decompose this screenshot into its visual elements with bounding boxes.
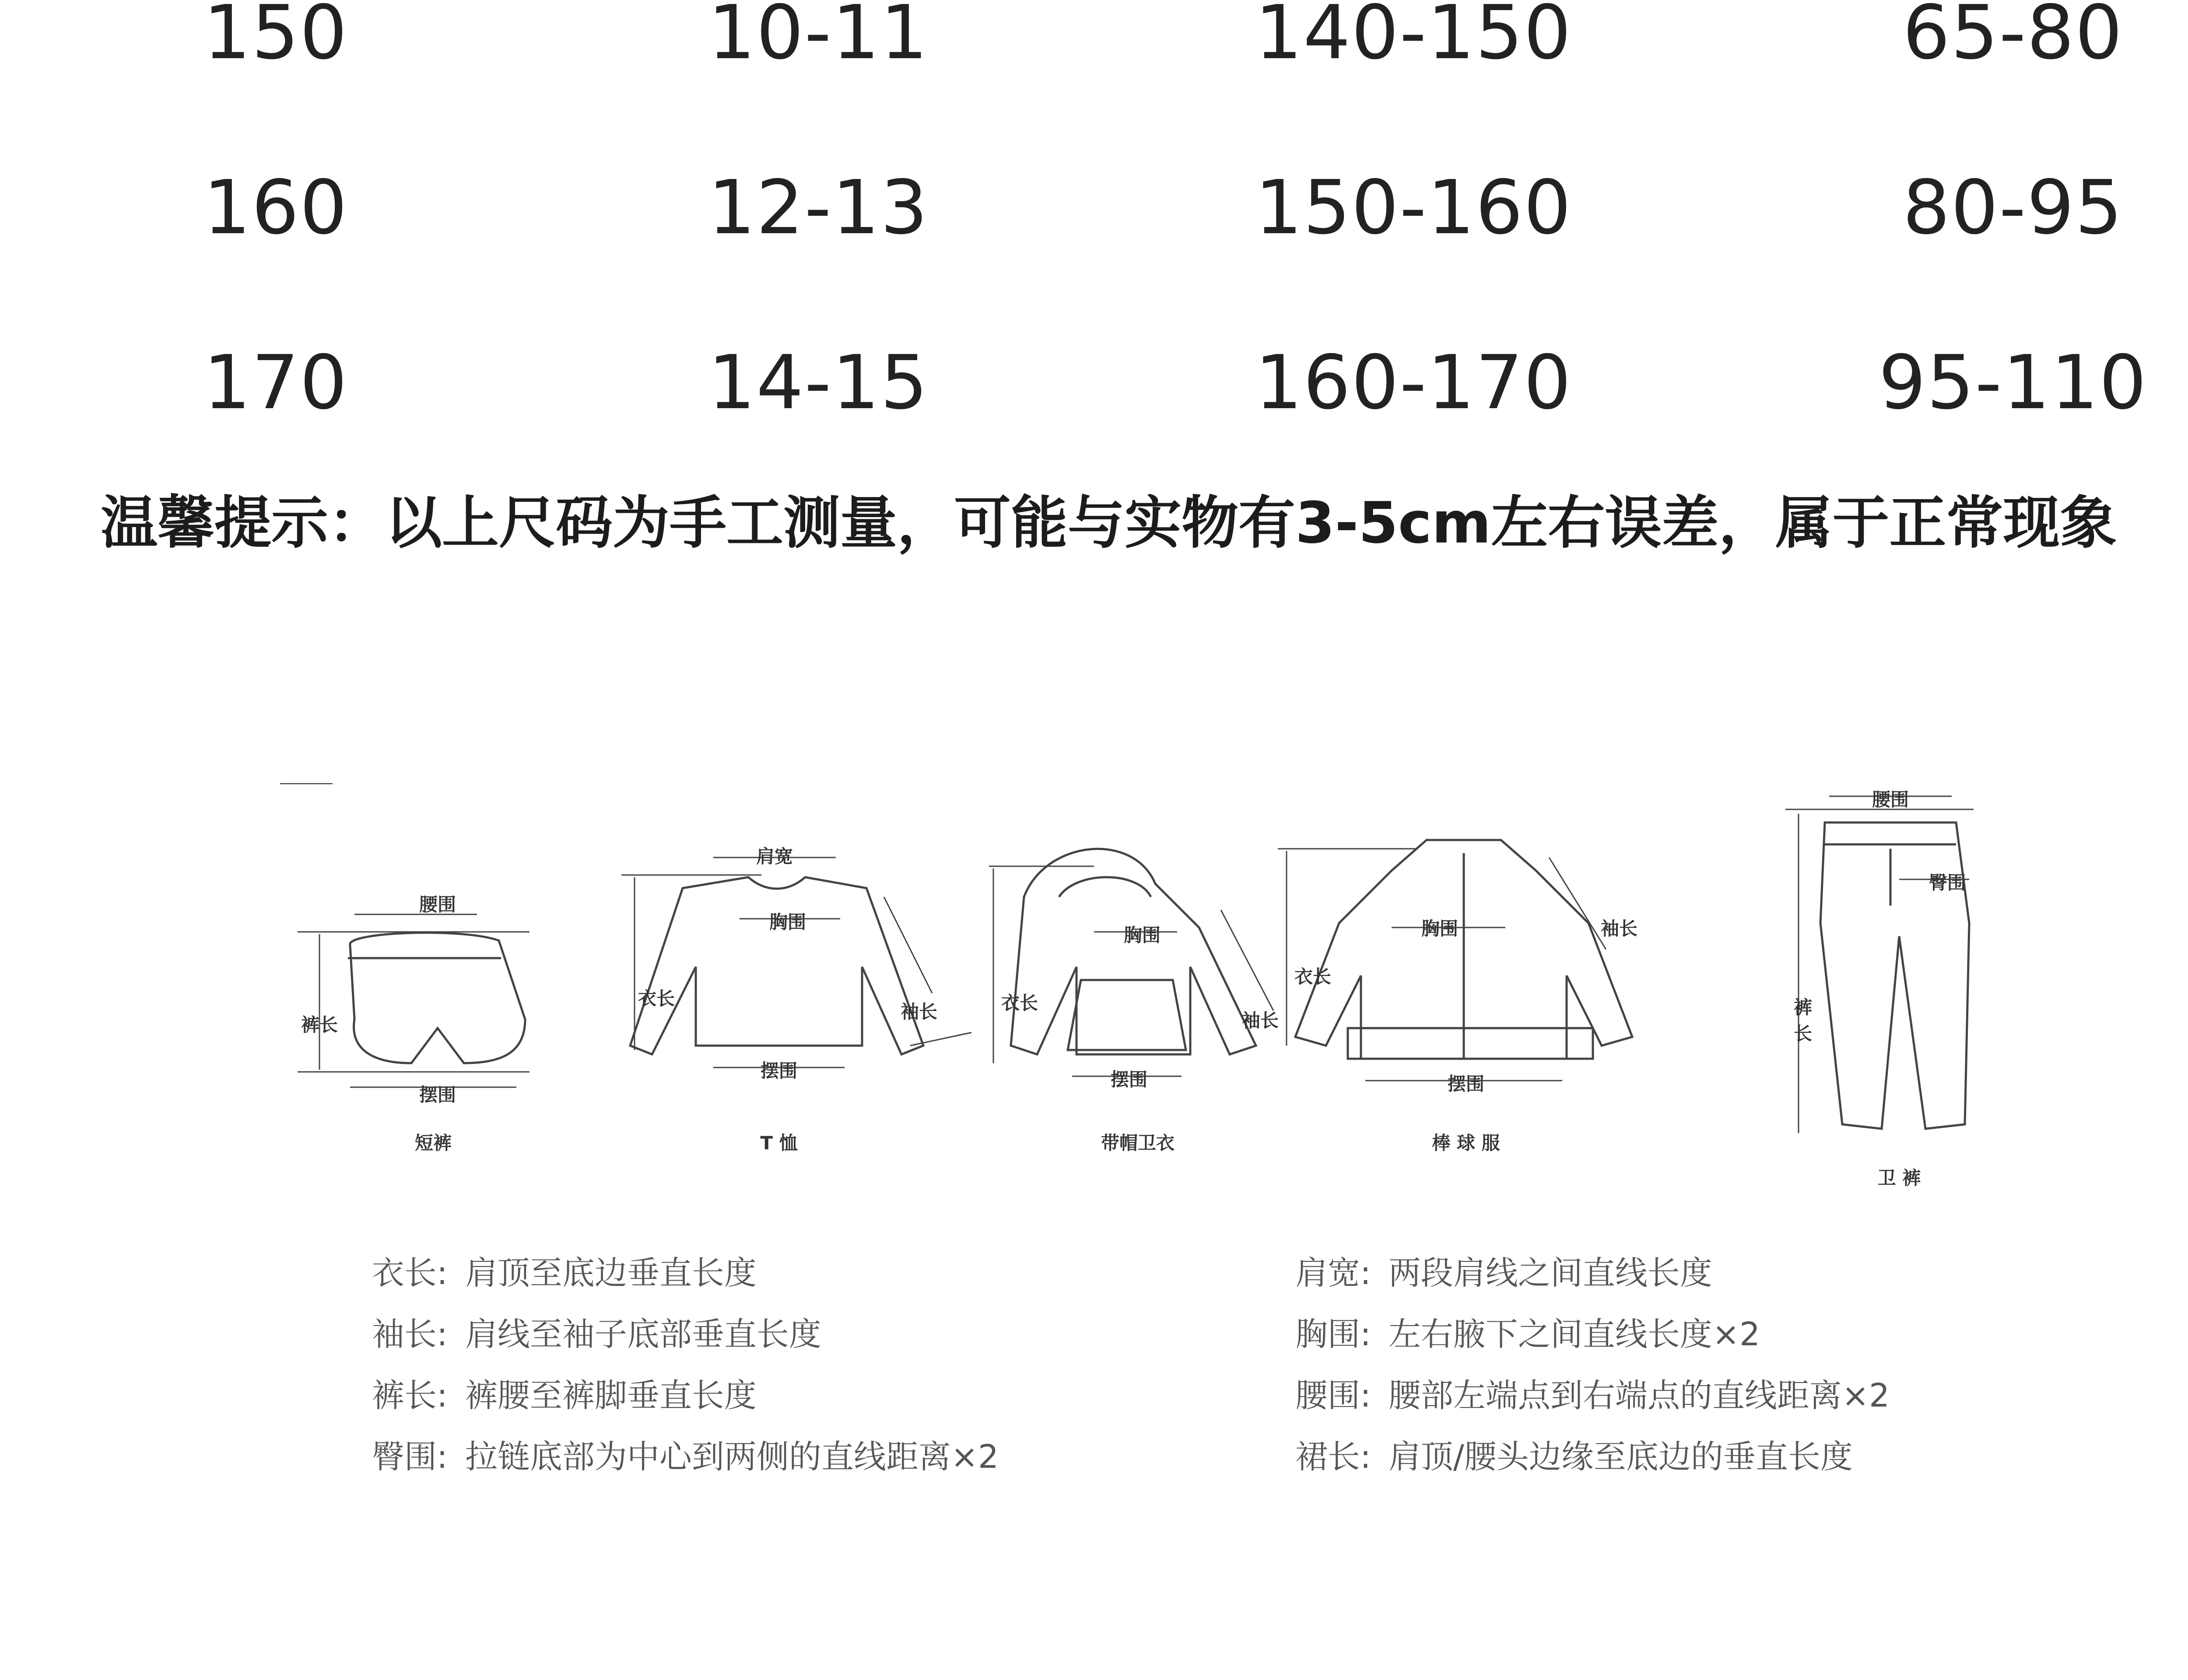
table-cell: 170 [203,340,348,426]
definition-term: 胸围: [1295,1316,1371,1353]
table-cell: 14-15 [708,340,929,426]
jacket-hem-label: 摆围 [1447,1073,1484,1095]
tshirt-name-label: T 恤 [760,1132,798,1154]
table-cell: 150 [203,0,348,76]
definition-desc: 腰部左端点到右端点的直线距离×2 [1388,1377,1890,1414]
definition-term: 臀围: [372,1438,448,1476]
table-row [0,164,2188,260]
baseball-jacket-drawing [1278,840,1632,1081]
definition-desc: 左右腋下之间直线长度×2 [1388,1316,1760,1353]
joggers-length-label: 裤长 [1793,997,1812,1044]
definition-term: 袖长: [372,1316,448,1353]
table-cell: 150-160 [1255,164,1572,251]
shorts-name-label: 短裤 [414,1132,452,1154]
definition-term: 裤长: [372,1377,448,1414]
hoodie-hem-label: 摆围 [1110,1069,1147,1090]
table-cell: 160-170 [1255,340,1572,426]
shorts-hem-label: 摆围 [419,1084,456,1106]
joggers-waist-label: 腰围 [1872,789,1909,810]
definition-desc: 肩线至袖子底部垂直长度 [465,1316,821,1353]
jacket-chest-label: 胸围 [1421,918,1458,939]
table-row [0,0,2188,85]
definition-item [1295,1365,2170,1426]
joggers-hip-label: 臀围 [1929,872,1966,893]
size-table [0,0,2188,426]
definition-term: 腰围: [1295,1377,1371,1414]
tshirt-length-label: 衣长 [638,988,675,1009]
definition-item [372,1426,1247,1488]
shorts-length-label: 裤长 [301,1014,338,1036]
shorts-drawing [280,783,529,1087]
definition-term: 衣长: [372,1254,448,1292]
tshirt-hem-label: 摆围 [760,1060,797,1082]
definition-desc: 肩顶至底边垂直长度 [465,1254,757,1292]
definition-item [1295,1426,2170,1488]
definition-item [1295,1242,2170,1304]
definition-term: 肩宽: [1295,1254,1371,1292]
definition-desc: 裤腰至裤脚垂直长度 [465,1377,757,1414]
jacket-length-label: 衣长 [1294,966,1331,987]
definition-item [372,1242,1247,1304]
table-row [0,339,2188,435]
hoodie-drawing [989,849,1273,1076]
table-cell: 80-95 [1903,164,2123,251]
table-cell: 65-80 [1903,0,2123,76]
definition-desc: 肩顶/腰头边缘至底边的垂直长度 [1388,1438,1853,1476]
hoodie-length-label: 衣长 [1001,992,1038,1014]
definition-item [372,1304,1247,1365]
definitions-left [372,1242,1247,1488]
definition-desc: 拉链底部为中心到两侧的直线距离×2 [465,1438,999,1476]
hoodie-chest-label: 胸围 [1123,924,1161,946]
definition-item [1295,1304,2170,1365]
hoodie-sleeve-label: 袖长 [1241,1010,1279,1031]
hoodie-name-label: 带帽卫衣 [1101,1132,1175,1154]
tshirt-drawing [621,858,971,1068]
joggers-name-label: 卫 裤 [1877,1167,1921,1189]
tshirt-chest-label: 胸围 [769,911,806,933]
table-cell: 12-13 [708,164,929,251]
table-cell: 10-11 [708,0,929,76]
definitions-right [1295,1242,2170,1488]
definition-desc: 两段肩线之间直线长度 [1388,1254,1712,1292]
garment-illustrations [280,783,2030,1203]
tshirt-sleeve-label: 袖长 [900,1001,937,1022]
table-cell: 95-110 [1878,340,2148,426]
shorts-waist-label: 腰围 [419,894,456,915]
definition-term: 裙长: [1295,1438,1371,1476]
definition-item [372,1365,1247,1426]
table-cell: 140-150 [1255,0,1572,76]
table-cell: 160 [203,164,348,251]
measurement-tip: 温馨提示：以上尺码为手工测量，可能与实物有3-5cm左右误差，属于正常现象 [101,490,2117,556]
jacket-name-label: 棒 球 服 [1432,1132,1500,1154]
joggers-drawing [1785,796,1974,1133]
jacket-sleeve-label: 袖长 [1600,918,1637,939]
tshirt-shoulder-label: 肩宽 [756,846,793,867]
